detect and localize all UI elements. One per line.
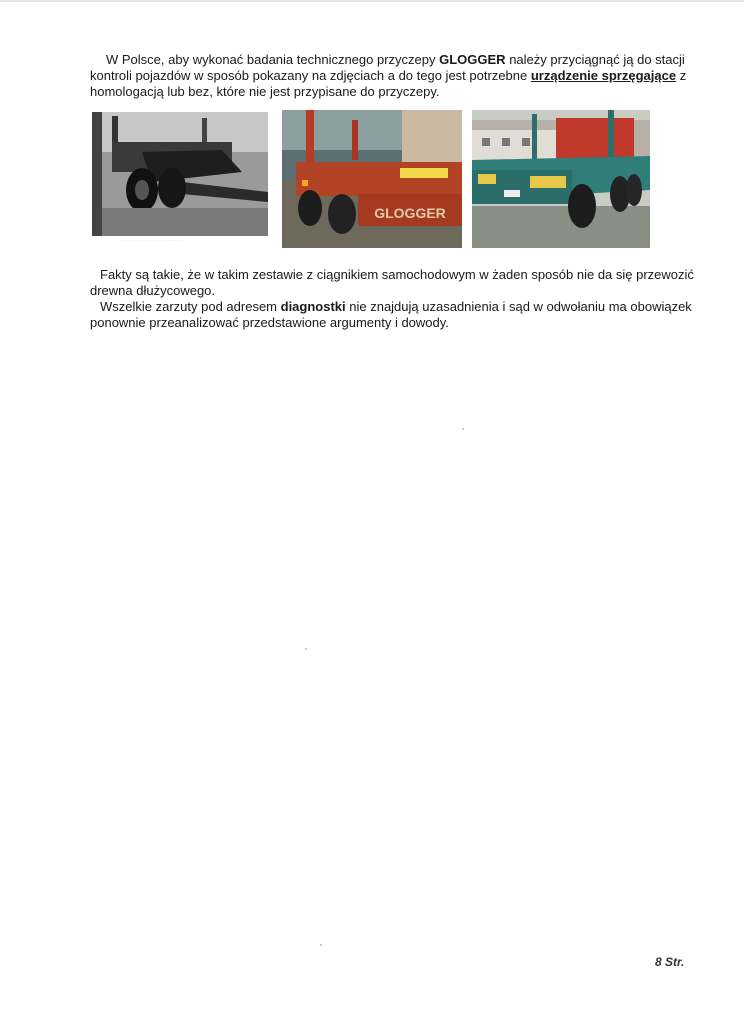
scan-speck <box>462 428 464 430</box>
brand-name: GLOGGER <box>439 52 506 67</box>
photo1-caption-illegible: · · · · · · · · · · · · · · · · · · · <box>120 238 184 243</box>
photo-trailer-bw <box>92 112 268 236</box>
paragraph3-text-start: Wszelkie zarzuty pod adresem <box>100 299 281 314</box>
scan-speck <box>320 944 322 946</box>
paragraph-objections <box>90 299 702 331</box>
paragraph2-text: Fakty są takie, że w takim zestawie z ciągnikiem samochodowym w żaden sposób nie da się przewozić drewna dłużycowego. <box>90 267 694 298</box>
paragraph3-text-end: nie znajdują uzasadnienia i sąd w odwołaniu ma obowiązek ponownie przeanalizować przedstawione argumenty i dowody. <box>90 299 692 330</box>
coupling-device-term: urządzenie sprzęgające <box>530 68 677 83</box>
scan-top-edge <box>0 0 744 2</box>
photo-trailer-teal-yard <box>472 110 650 248</box>
paragraph-inspection-procedure <box>90 52 702 100</box>
page-number: 8 Str. <box>655 955 685 969</box>
paragraph1-text-end: z homologacją lub bez, które nie jest przypisane do przyczepy. <box>90 68 687 99</box>
scan-speck <box>305 648 307 650</box>
paragraph1-text-middle: należy przyciągnąć ją do stacji kontroli pojazdów w sposób pokazany na zdjęciach a do tego jest potrzebne <box>90 52 685 83</box>
photo-trailer-red-glogger <box>282 110 462 248</box>
diagnostician-term: diagnostki <box>280 299 346 314</box>
photo2-glogger-lettering: GLOGGER <box>374 205 446 221</box>
paragraph-facts <box>90 267 702 299</box>
paragraph1-text-start: W Polsce, aby wykonać badania technicznego przyczepy <box>106 52 440 67</box>
